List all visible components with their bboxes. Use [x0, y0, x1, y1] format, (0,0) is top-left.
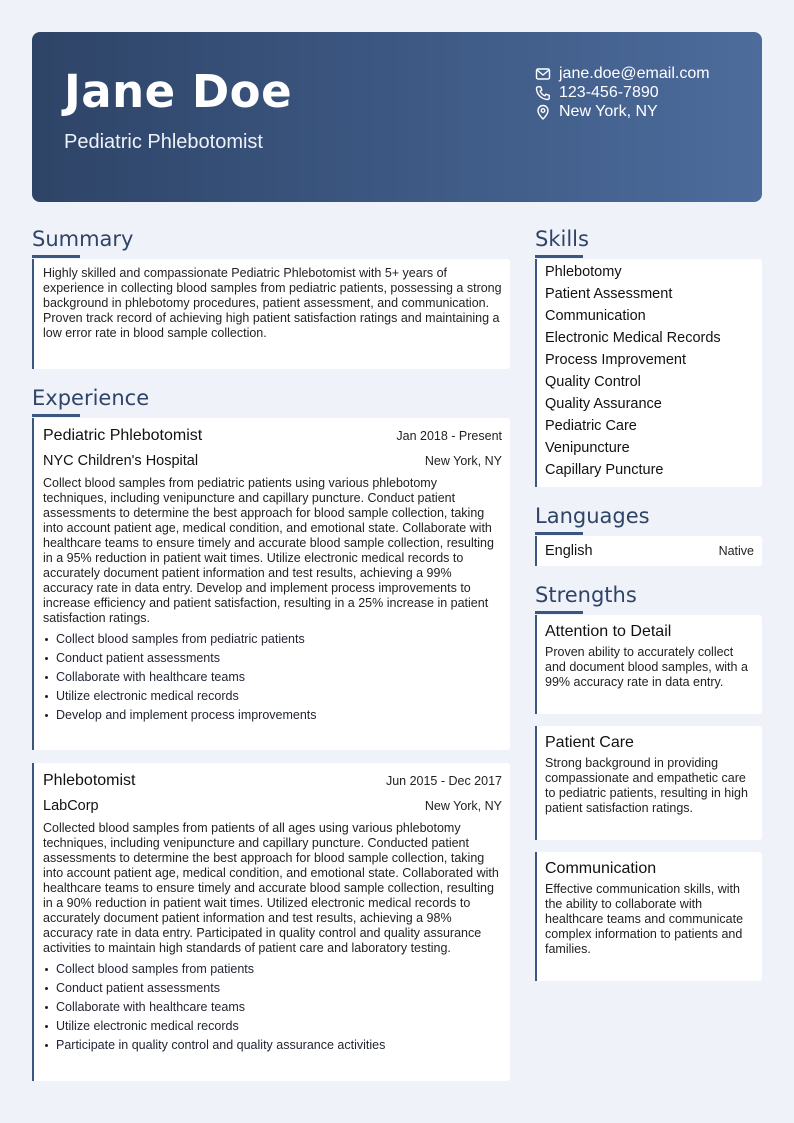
- strength-title: Attention to Detail: [545, 623, 672, 640]
- job-description: Collected blood samples from patients of all ages using various phlebotomy techniques, including venipuncture and capillary puncture. Conducted patient assessments to determine the best approach for blood sample collection, taking into account patient age, medical condition, and emotional state. Collaborated with healthcare teams to ensure timely and accurate blood sample collection, resulting in a 90% reduction in patient wait times. Utilized electronic medical records to accurately document patient information and test results, achieving a 98% accuracy rate in data entry. Participated in quality control and quality assurance activities to maintain high standards of patient care and laboratory testing.: [43, 821, 499, 955]
- list-item: Utilize electronic medical records: [43, 687, 502, 706]
- location-pin-icon: [535, 104, 551, 120]
- skill-item: Venipuncture: [545, 440, 630, 456]
- job-title: Pediatric Phlebotomist: [43, 427, 203, 444]
- contact-info: [535, 64, 710, 121]
- location-text: New York, NY: [559, 102, 658, 120]
- strengths-heading: Strengths: [535, 583, 637, 607]
- mail-icon: [535, 66, 551, 82]
- skill-item: Pediatric Care: [545, 418, 637, 434]
- skills-heading: Skills: [535, 227, 589, 251]
- phone-icon: [535, 85, 551, 101]
- contact-phone[interactable]: [535, 83, 710, 102]
- languages-heading: Languages: [535, 504, 650, 528]
- job-location: New York, NY: [424, 454, 502, 468]
- strength-card: [535, 615, 762, 714]
- contact-location: [535, 102, 710, 121]
- list-item: Utilize electronic medical records: [43, 1017, 502, 1036]
- skill-item: Phlebotomy: [545, 264, 622, 280]
- list-item: Collaborate with healthcare teams: [43, 668, 502, 687]
- summary-heading: Summary: [32, 227, 134, 251]
- list-item: Participate in quality control and quality assurance activities: [43, 1036, 502, 1055]
- strength-title: Communication: [545, 860, 657, 877]
- candidate-title: Pediatric Phlebotomist: [64, 131, 263, 153]
- candidate-name: Jane Doe: [64, 65, 293, 118]
- job-bullets: [43, 960, 502, 1055]
- language-name: English: [545, 543, 593, 559]
- language-item: [535, 536, 762, 566]
- list-item: Collaborate with healthcare teams: [43, 998, 502, 1017]
- job-description: Collect blood samples from pediatric patients using various phlebotomy techniques, including venipuncture and capillary puncture. Conduct patient assessments to determine the best approach for blood sample collection, taking into account patient age, medical condition, and emotional state. Collaborate with healthcare teams to ensure timely and accurate blood sample collection, resulting in a 95% reduction in patient wait times. Utilize electronic medical records to accurately document patient information and test results, achieving a 99% accuracy rate in data entry. Develop and implement process improvements to increase efficiency and patient satisfaction, resulting in a 25% increase in patient satisfaction ratings.: [43, 476, 494, 625]
- strength-card: [535, 852, 762, 981]
- skill-item: Communication: [545, 308, 646, 324]
- list-item: Develop and implement process improvements: [43, 706, 502, 725]
- job-company: LabCorp: [43, 798, 99, 814]
- job-bullets: [43, 630, 502, 725]
- job-dates: Jan 2018 - Present: [396, 429, 502, 443]
- experience-heading: Experience: [32, 386, 150, 410]
- job-location: New York, NY: [424, 799, 502, 813]
- resume-header: [32, 32, 762, 202]
- skill-item: Quality Control: [545, 374, 641, 390]
- skill-item: Electronic Medical Records: [545, 330, 721, 346]
- language-level: Native: [718, 544, 754, 558]
- skill-item: Process Improvement: [545, 352, 687, 368]
- skill-item: Patient Assessment: [545, 286, 673, 302]
- list-item: Conduct patient assessments: [43, 649, 502, 668]
- strength-description: Proven ability to accurately collect and document blood samples, with a 99% accuracy rate in data entry.: [545, 645, 748, 689]
- summary-card: [32, 259, 510, 369]
- job-dates: Jun 2015 - Dec 2017: [385, 774, 502, 788]
- skill-item: Quality Assurance: [545, 396, 662, 412]
- list-item: Collect blood samples from pediatric patients: [43, 630, 502, 649]
- email-text: jane.doe@email.com: [559, 64, 710, 82]
- strength-card: [535, 726, 762, 840]
- job-card: [32, 418, 510, 750]
- job-card: [32, 763, 510, 1081]
- list-item: Collect blood samples from patients: [43, 960, 502, 979]
- job-title: Phlebotomist: [43, 772, 136, 789]
- skill-item: Capillary Puncture: [545, 462, 664, 478]
- phone-text: 123-456-7890: [559, 83, 659, 101]
- contact-email[interactable]: [535, 64, 710, 83]
- strength-description: Strong background in providing compassionate and empathetic care to pediatric patients, resulting in high patient satisfaction ratings.: [545, 756, 748, 815]
- strength-title: Patient Care: [545, 734, 634, 751]
- skills-card: [535, 259, 762, 487]
- strength-description: Effective communication skills, with the ability to collaborate with healthcare teams and communicate complex information to patients and families.: [545, 882, 744, 956]
- list-item: Conduct patient assessments: [43, 979, 502, 998]
- job-company: NYC Children's Hospital: [43, 453, 199, 469]
- summary-text: Highly skilled and compassionate Pediatric Phlebotomist with 5+ years of experience in collecting blood samples from pediatric patients, possessing a strong background in phlebotomy procedures, patient assessment, and communication. Proven track record of achieving high patient satisfaction ratings and maintaining a low error rate in blood sample collection.: [43, 266, 502, 340]
